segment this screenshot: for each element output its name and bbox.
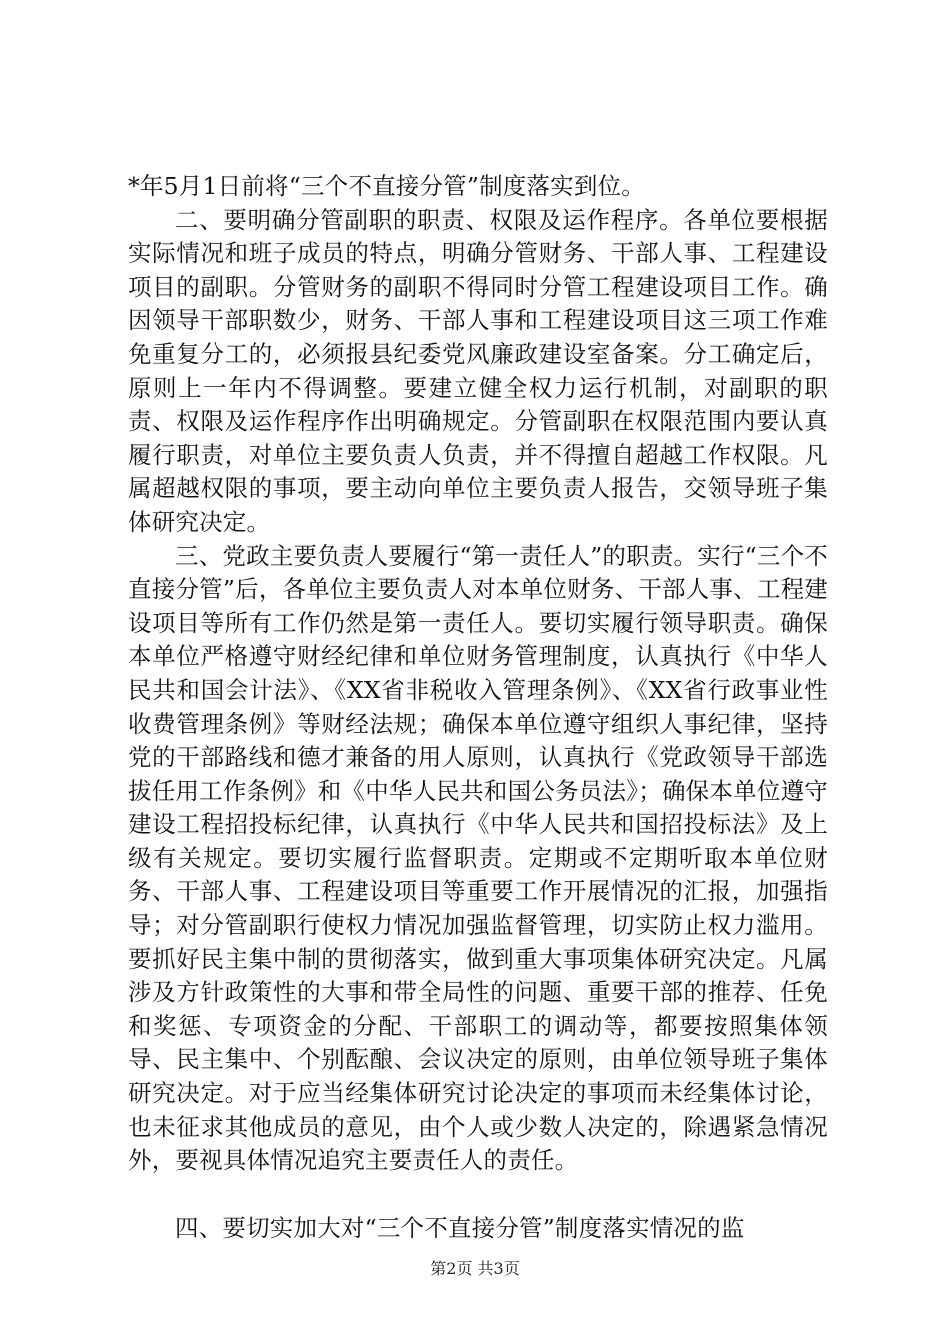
paragraph-section-4: 四、要切实加大对“三个不直接分管”制度落实情况的监 — [175, 1213, 745, 1242]
document-body — [128, 170, 828, 1245]
paragraph-continuation: *年5月1日前将“三个不直接分管”制度落实到位。 — [128, 172, 645, 200]
paragraph-section-3: 三、党政主要负责人要履行“第一责任人”的职责。实行“三个不直接分管”后，各单位主要负责人对本单位财务、干部人事、工程建设项目等所有工作仍然是第一责任人。要切实履行领导职责。确保本单位严格遵守财经纪律和单位财务管理制度，认真执行《中华人民共和国会计法》、《XX省非税收入管理条例》、《XX省行政事业性收费管理条例》等财经法规；确保本单位遵守组织人事纪律，坚持党的干部路线和德才兼备的用人原则，认真执行《党政领导干部选拔任用工作条例》和《中华人民共和国公务员法》；确保本单位遵守建设工程招投标纪律，认真执行《中华人民共和国招投标法》及上级有关规定。要切实履行监督职责。定期或不定期听取本单位财务、干部人事、工程建设项目等重要工作开展情况的汇报，加强指导；对分管副职行使权力情况加强监督管理，切实防止权力滥用。要抓好民主集中制的贯彻落实，做到重大事项集体研究决定。凡属涉及方针政策性的大事和带全局性的问题、重要干部的推荐、任免和奖惩、专项资金的分配、干部职工的调动等，都要按照集体领导、民主集中、个别酝酿、会议决定的原则，由单位领导班子集体研究决定。对于应当经集体研究讨论决定的事项而未经集体讨论，也未征求其他成员的意见，由个人或少数人决定的，除遇紧急情况外，要视具体情况追究主要责任人的责任。 — [128, 541, 828, 1175]
paragraph-section-2: 二、要明确分管副职的职责、权限及运作程序。各单位要根据实际情况和班子成员的特点，明确分管财务、干部人事、工程建设项目的副职。分管财务的副职不得同时分管工程建设项目工作。确因领导干部职数少，财务、干部人事和工程建设项目这三项工作难免重复分工的，必须报县纪委党风廉政建设室备案。分工确定后，原则上一年内不得调整。要建立健全权力运行机制，对副职的职责、权限及运作程序作出明确规定。分管副职在权限范围内要认真履行职责，对单位主要负责人负责，并不得擅自超越工作权限。凡属超越权限的事项，要主动向单位主要负责人报告，交领导班子集体研究决定。 — [128, 205, 828, 536]
page-number-footer: 第2页 共3页 — [430, 1259, 520, 1278]
